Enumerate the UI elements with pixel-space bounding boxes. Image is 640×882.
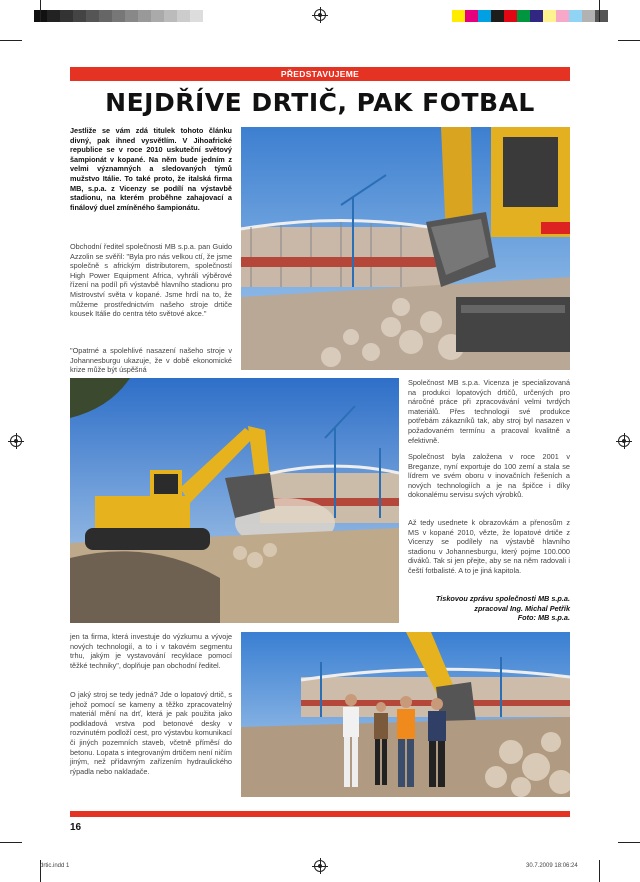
page-number: 16 <box>70 822 82 833</box>
footer-bar <box>70 811 570 817</box>
section-label: PŘEDSTAVUJEME <box>70 67 570 81</box>
lead-paragraph: Jestliže se vám zdá titulek tohoto článku divný, pak ihned vysvětlím. V Jihoafrické republice se v roce 2010 uskuteční světový šampionát v kopané. Na něm bude jedním z velmi významných a sledovaných týmů mužstvo Itálie. To také proto, že italská firma MB, s.p.a. z Vicenzy se podílí na výstavbě stadionu, na kterém proběhne zahajovací a finálový duel zmíněného šampionátu. <box>70 126 232 212</box>
crop-mark <box>599 860 600 882</box>
body-paragraph-2: "Opatrné a spolehlivé nasazení našeho stroje v Johannesburgu ukazuje, že v době ekonomické krize může být úspěšná <box>70 346 232 375</box>
file-slug: drtic.indd 1 <box>40 863 70 869</box>
print-timestamp: 30.7.2009 18:06:24 <box>526 863 578 869</box>
body-paragraph-6: jen ta firma, která investuje do výzkumu a vývoje nových technologií, a to i v takovém segmentu trhu, jakým je vystavování recyklace pomocí těžké techniky", doplňuje pan obchodní ředitel. <box>70 632 232 670</box>
crop-mark <box>0 842 22 843</box>
press-credit <box>408 594 570 623</box>
article-title: NEJDŘÍVE DRTIČ, PAK FOTBAL <box>105 88 535 117</box>
registration-mark-icon <box>618 435 630 447</box>
grayscale-bar <box>34 10 203 22</box>
registration-mark-icon <box>314 860 326 872</box>
body-paragraph-5: Až tedy usednete k obrazovkám a přenosům z MS v kopané 2010, vězte, že lopatové drtiče z Vicenzy se podílely na výstavbě hlavního stadionu v Johannesburgu, který pojme 100.000 diváků. Tak si jen přejte, aby se na něm radovali i čeští fotbalisté. A to je jiná kapitola. <box>408 518 570 575</box>
photo-crusher-bucket <box>241 127 570 370</box>
credit-line-2: zpracoval Ing. Michal Petřík <box>474 603 570 613</box>
photo-group-at-site <box>241 632 570 797</box>
credit-line-3: Foto: MB s.p.a. <box>517 613 570 623</box>
crop-mark <box>0 40 22 41</box>
body-paragraph-1: Obchodní ředitel společnosti MB s.p.a. pan Guido Azzolin se svěřil: "Byla pro nás velkou ctí, že jsme společně s africkým distributorem, společností High Power Equipment Africa, vyhráli výběrové řízení na podíl při výstavbě hlavního stadionu pro Mistrovství světa v kopané. Jsme hrdí na to, že můžeme prostřednictvím našeho stroje drtiče kousek Itálie do centra této světové akce." <box>70 242 232 319</box>
crop-mark <box>618 40 640 41</box>
registration-mark-icon <box>10 435 22 447</box>
photo-excavator-site <box>70 378 399 623</box>
crop-mark <box>618 842 640 843</box>
body-paragraph-4: Společnost byla založena v roce 2001 v Breganze, nyní exportuje do 100 zemí a stala se lídrem ve svém oboru v inovačních řešeních a nových technologiích a je na špičce i díky dokonalému servisu svých výrobků. <box>408 452 570 500</box>
body-paragraph-3: Společnost MB s.p.a. Vicenza je specializovaná na produkci lopatových drtičů, určených pro náročné práce při zpracovávání velmi tvrdých materiálů. Přes technologii své produkce potřebám zákazníků tak, aby stroj byl nasazen v požadovaném termínu a pracoval kvalitně a efektivně. <box>408 378 570 445</box>
cmyk-color-bar <box>452 10 608 22</box>
crop-mark <box>40 0 41 22</box>
crop-mark <box>599 0 600 22</box>
registration-mark-icon <box>314 9 326 21</box>
body-paragraph-7: O jaký stroj se tedy jedná? Jde o lopatový drtič, s jehož pomocí se kameny a těžko zpracovatelný materiál mění na drť, která je pak použita jako podkladová vrstva pod betonové desky v rozvinutém podloží cest, pro výstavbu komunikací či jiných pozemních staveb, včetně příměsí do betonu. Lopata s integrovaným drtičem není ničím jiným, než přídavným zařízením hydraulického rýpadla nebo nakladače. <box>70 690 232 776</box>
credit-line-1: Tiskovou zprávu společnosti MB s.p.a. <box>435 594 570 603</box>
